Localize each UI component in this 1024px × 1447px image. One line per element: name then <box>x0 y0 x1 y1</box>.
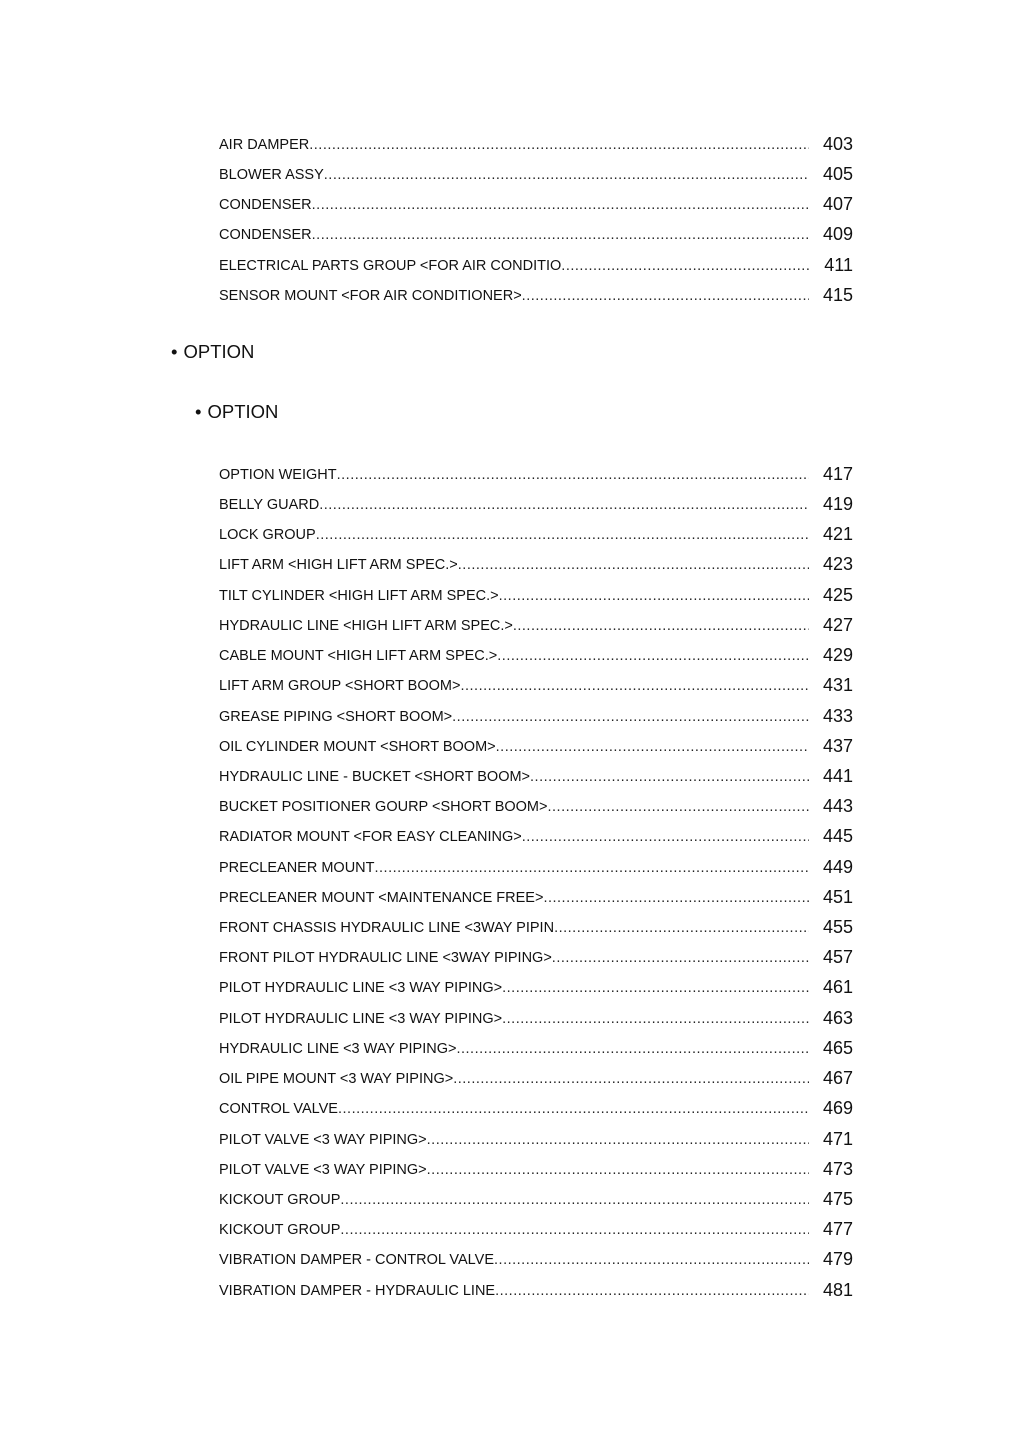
toc-leader-dots <box>319 497 809 515</box>
toc-entry[interactable] <box>219 582 853 606</box>
toc-entry-page: 405 <box>822 164 853 184</box>
toc-entry[interactable] <box>219 793 853 817</box>
toc-entry[interactable] <box>219 131 853 155</box>
toc-entry[interactable] <box>219 974 853 998</box>
toc-entry-title: PILOT HYDRAULIC LINE <3 WAY PIPING> <box>219 1011 503 1027</box>
toc-entry-page: 471 <box>822 1129 853 1149</box>
toc-entry-page: 473 <box>822 1159 853 1179</box>
toc-entry-title: CONDENSER <box>219 197 312 213</box>
toc-entry[interactable] <box>219 884 853 908</box>
toc-entry-page: 417 <box>822 464 853 484</box>
section-heading-text: OPTION <box>183 341 255 362</box>
toc-entry-title: ELECTRICAL PARTS GROUP <FOR AIR CONDITIO <box>219 258 562 274</box>
toc-leader-dots <box>496 739 809 757</box>
toc-entry-title: PILOT HYDRAULIC LINE <3 WAY PIPING> <box>219 980 503 996</box>
toc-leader-dots <box>552 950 809 968</box>
toc-leader-dots <box>337 467 809 485</box>
toc-entry[interactable] <box>219 221 853 245</box>
toc-entry[interactable] <box>219 1126 853 1150</box>
toc-entry-title: LIFT ARM <HIGH LIFT ARM SPEC.> <box>219 557 458 573</box>
toc-entry-page: 421 <box>822 524 853 544</box>
bullet-icon: • <box>195 401 202 422</box>
toc-entry-page: 433 <box>822 706 853 726</box>
toc-entry-page: 437 <box>822 736 853 756</box>
toc-leader-dots <box>427 1162 809 1180</box>
toc-entry-page: 457 <box>822 947 853 967</box>
toc-entry-title: OIL PIPE MOUNT <3 WAY PIPING> <box>219 1071 454 1087</box>
toc-leader-dots <box>554 920 809 938</box>
toc-entry-page: 411 <box>824 255 853 275</box>
toc-entry[interactable] <box>219 1186 853 1210</box>
toc-leader-dots <box>316 527 809 545</box>
toc-entry-title: FRONT CHASSIS HYDRAULIC LINE <3WAY PIPIN <box>219 920 555 936</box>
toc-entry-title: BLOWER ASSY <box>219 167 324 183</box>
toc-entry-page: 475 <box>822 1189 853 1209</box>
toc-entry[interactable] <box>219 672 853 696</box>
section-heading-text: OPTION <box>207 401 279 422</box>
toc-entry-page: 465 <box>822 1038 853 1058</box>
toc-leader-dots <box>522 288 809 306</box>
toc-entry-page: 415 <box>822 285 853 305</box>
toc-leader-dots <box>453 1071 809 1089</box>
toc-entry[interactable] <box>219 521 853 545</box>
toc-entry-title: BUCKET POSITIONER GOURP <SHORT BOOM> <box>219 799 548 815</box>
toc-leader-dots <box>547 799 809 817</box>
toc-entry[interactable] <box>219 282 853 306</box>
toc-leader-dots <box>340 1192 809 1210</box>
toc-leader-dots <box>543 890 809 908</box>
toc-entry[interactable] <box>219 914 853 938</box>
toc-entry-title: OIL CYLINDER MOUNT <SHORT BOOM> <box>219 739 496 755</box>
toc-entry-title: BELLY GUARD <box>219 497 320 513</box>
toc-leader-dots <box>495 1283 809 1301</box>
toc-entry-page: 445 <box>822 826 853 846</box>
toc-entry[interactable] <box>219 703 853 727</box>
toc-entry[interactable] <box>219 461 853 485</box>
toc-entry-title: HYDRAULIC LINE <HIGH LIFT ARM SPEC.> <box>219 618 513 634</box>
toc-entry-page: 409 <box>822 224 853 244</box>
toc-entry-page: 455 <box>822 917 853 937</box>
toc-entry[interactable] <box>219 1065 853 1089</box>
toc-entry[interactable] <box>219 1095 853 1119</box>
toc-entry[interactable] <box>219 1156 853 1180</box>
toc-leader-dots <box>338 1101 809 1119</box>
toc-entry[interactable] <box>219 161 853 185</box>
toc-entry[interactable] <box>219 1246 853 1270</box>
toc-entry-title: PRECLEANER MOUNT <MAINTENANCE FREE> <box>219 890 544 906</box>
toc-entry-title: PILOT VALVE <3 WAY PIPING> <box>219 1132 427 1148</box>
toc-leader-dots <box>324 167 809 185</box>
toc-leader-dots <box>375 860 810 878</box>
toc-leader-dots <box>513 618 809 636</box>
toc-entry-page: 403 <box>822 134 853 154</box>
toc-entry-page: 477 <box>822 1219 853 1239</box>
toc-entry-page: 469 <box>822 1098 853 1118</box>
toc-entry[interactable] <box>219 854 853 878</box>
toc-entry-page: 449 <box>822 857 853 877</box>
toc-entry[interactable] <box>219 823 853 847</box>
toc-leader-dots <box>502 980 809 998</box>
toc-entry-page: 407 <box>822 194 853 214</box>
toc-entry-page: 467 <box>822 1068 853 1088</box>
toc-entry-page: 463 <box>822 1008 853 1028</box>
toc-entry[interactable] <box>219 1216 853 1240</box>
toc-entry-page: 451 <box>822 887 853 907</box>
toc-entry-title: VIBRATION DAMPER - HYDRAULIC LINE <box>219 1283 496 1299</box>
toc-entry-title: LOCK GROUP <box>219 527 316 543</box>
toc-entry-page: 461 <box>822 977 853 997</box>
toc-entry-title: RADIATOR MOUNT <FOR EASY CLEANING> <box>219 829 522 845</box>
toc-leader-dots <box>497 648 809 666</box>
toc-entry-title: VIBRATION DAMPER - CONTROL VALVE <box>219 1252 495 1268</box>
toc-entry-page: 423 <box>822 554 853 574</box>
toc-entry-title: CONTROL VALVE <box>219 1101 338 1117</box>
toc-leader-dots <box>427 1132 809 1150</box>
section-heading-level1[interactable] <box>171 341 254 363</box>
toc-entry-title: KICKOUT GROUP <box>219 1192 341 1208</box>
toc-leader-dots <box>458 557 809 575</box>
toc-entry-title: AIR DAMPER <box>219 137 310 153</box>
toc-entry-title: PILOT VALVE <3 WAY PIPING> <box>219 1162 427 1178</box>
toc-entry-page: 441 <box>822 766 853 786</box>
toc-entry-page: 481 <box>822 1280 853 1300</box>
toc-entry[interactable] <box>219 1277 853 1301</box>
toc-entry-title: KICKOUT GROUP <box>219 1222 341 1238</box>
bullet-icon: • <box>171 341 178 362</box>
toc-entry-title: PRECLEANER MOUNT <box>219 860 375 876</box>
toc-entry[interactable] <box>219 944 853 968</box>
toc-leader-dots <box>530 769 809 787</box>
toc-entry-title: HYDRAULIC LINE <3 WAY PIPING> <box>219 1041 457 1057</box>
toc-entry[interactable] <box>219 763 853 787</box>
toc-entry-page: 431 <box>822 675 853 695</box>
toc-entry-title: OPTION WEIGHT <box>219 467 337 483</box>
toc-entry-page: 443 <box>822 796 853 816</box>
toc-entry-page: 427 <box>822 615 853 635</box>
toc-entry-title: HYDRAULIC LINE - BUCKET <SHORT BOOM> <box>219 769 531 785</box>
toc-leader-dots <box>494 1252 809 1270</box>
toc-entry-title: CONDENSER <box>219 227 312 243</box>
toc-leader-dots <box>309 137 809 155</box>
toc-leader-dots <box>456 1041 809 1059</box>
toc-entry-page: 419 <box>822 494 853 514</box>
toc-entry[interactable] <box>219 733 853 757</box>
toc-entry-title: GREASE PIPING <SHORT BOOM> <box>219 709 453 725</box>
toc-leader-dots <box>312 197 809 215</box>
toc-entry-page: 425 <box>822 585 853 605</box>
toc-leader-dots <box>340 1222 809 1240</box>
toc-leader-dots <box>460 678 809 696</box>
toc-leader-dots <box>561 258 809 276</box>
toc-entry[interactable] <box>219 491 853 515</box>
toc-leader-dots <box>522 829 809 847</box>
toc-entry-title: TILT CYLINDER <HIGH LIFT ARM SPEC.> <box>219 588 499 604</box>
toc-leader-dots <box>312 227 809 245</box>
toc-leader-dots <box>502 1011 809 1029</box>
toc-entry[interactable] <box>219 551 853 575</box>
toc-entry[interactable] <box>219 252 853 276</box>
toc-entry[interactable] <box>219 191 853 215</box>
toc-entry-page: 429 <box>822 645 853 665</box>
section-heading-level2[interactable] <box>195 401 278 423</box>
toc-entry-title: SENSOR MOUNT <FOR AIR CONDITIONER> <box>219 288 522 304</box>
toc-entry-title: FRONT PILOT HYDRAULIC LINE <3WAY PIPING> <box>219 950 552 966</box>
toc-entry[interactable] <box>219 1035 853 1059</box>
toc-entry[interactable] <box>219 612 853 636</box>
toc-entry-title: LIFT ARM GROUP <SHORT BOOM> <box>219 678 461 694</box>
toc-entry[interactable] <box>219 642 853 666</box>
toc-leader-dots <box>452 709 809 727</box>
toc-leader-dots <box>499 588 809 606</box>
toc-entry[interactable] <box>219 1005 853 1029</box>
toc-entry-page: 479 <box>822 1249 853 1269</box>
toc-entry-title: CABLE MOUNT <HIGH LIFT ARM SPEC.> <box>219 648 498 664</box>
